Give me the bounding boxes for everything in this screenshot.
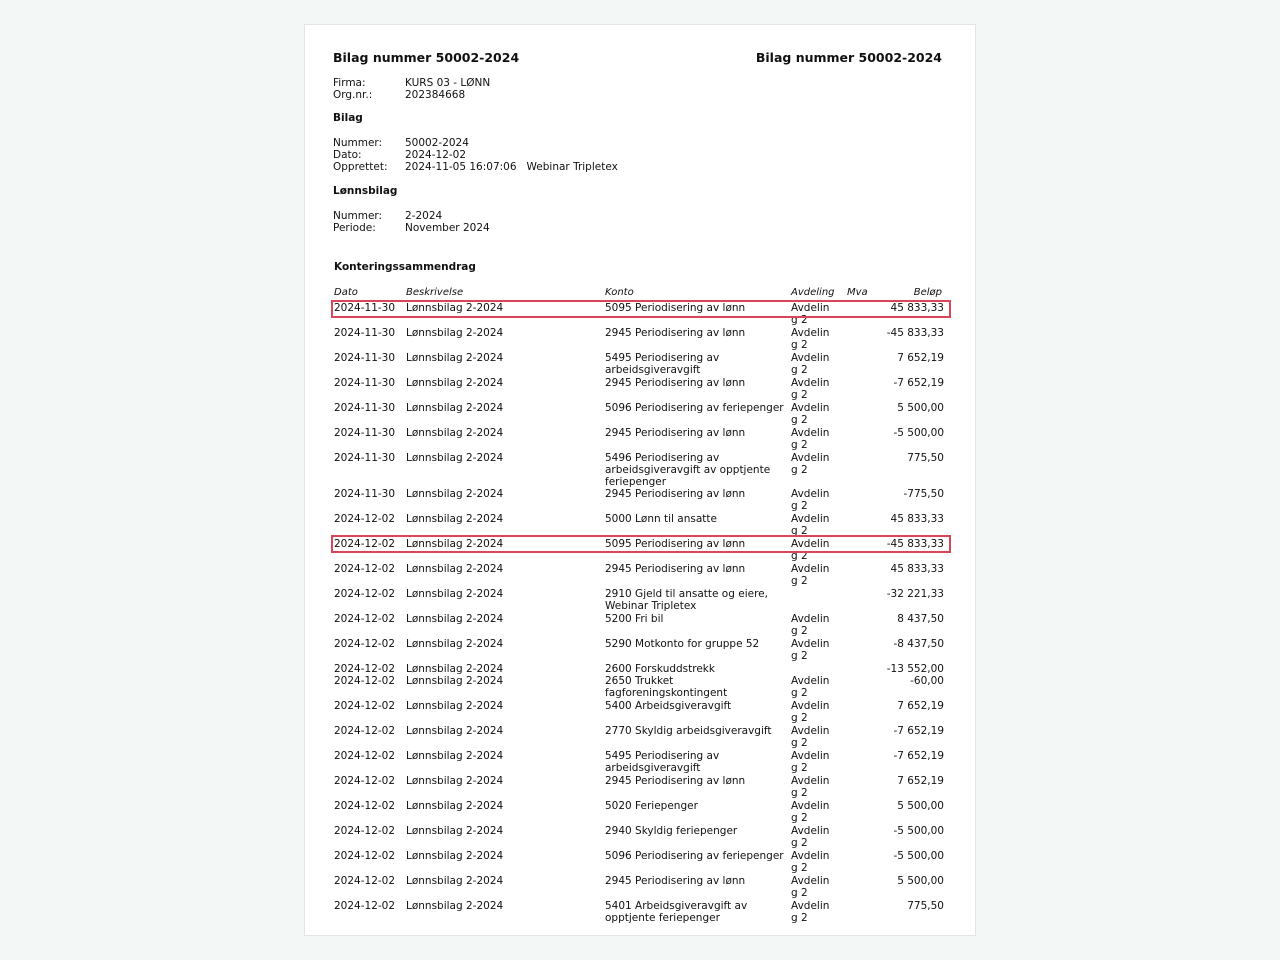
lonnsbilag-period-label: Periode: [333, 222, 376, 234]
cell-date: 2024-12-02 [334, 825, 396, 837]
highlight-box [331, 535, 951, 553]
column-header-date: Dato [334, 287, 358, 298]
cell-description: Lønnsbilag 2-2024 [406, 725, 504, 737]
cell-amount: -60,00 [910, 675, 944, 687]
cell-account: 5400 Arbeidsgiveravgift [605, 700, 732, 712]
cell-department: Avdeling 2 [791, 900, 830, 924]
cell-description: Lønnsbilag 2-2024 [406, 663, 504, 675]
cell-account: 5095 Periodisering av lønn [605, 302, 746, 314]
cell-department: Avdeling 2 [791, 538, 830, 562]
company-value: KURS 03 - LØNN [405, 77, 491, 89]
column-header-account: Konto [605, 287, 634, 298]
cell-department: Avdeling 2 [791, 638, 830, 662]
cell-description: Lønnsbilag 2-2024 [406, 427, 504, 439]
cell-amount: 7 652,19 [897, 352, 944, 364]
cell-date: 2024-12-02 [334, 800, 396, 812]
bilag-created-value: 2024-11-05 16:07:06 Webinar Tripletex [405, 161, 618, 173]
cell-date: 2024-12-02 [334, 638, 396, 650]
cell-department: Avdeling 2 [791, 700, 830, 724]
company-label: Firma: [333, 77, 366, 89]
voucher-title-left: Bilag nummer 50002-2024 [333, 50, 520, 65]
cell-description: Lønnsbilag 2-2024 [406, 513, 504, 525]
cell-account: 2945 Periodisering av lønn [605, 327, 746, 339]
cell-description: Lønnsbilag 2-2024 [406, 402, 504, 414]
cell-amount: 8 437,50 [897, 613, 944, 625]
cell-department: Avdeling 2 [791, 850, 830, 874]
bilag-number-value: 50002-2024 [405, 137, 469, 149]
cell-amount: 7 652,19 [897, 775, 944, 787]
lonnsbilag-heading: Lønnsbilag [333, 185, 398, 197]
cell-department: Avdeling 2 [791, 750, 830, 774]
cell-account: 5290 Motkonto for gruppe 52 [605, 638, 760, 650]
cell-amount: -5 500,00 [893, 850, 944, 862]
cell-description: Lønnsbilag 2-2024 [406, 488, 504, 500]
cell-amount: -7 652,19 [893, 377, 944, 389]
cell-description: Lønnsbilag 2-2024 [406, 302, 504, 314]
cell-description: Lønnsbilag 2-2024 [406, 613, 504, 625]
cell-department: Avdeling 2 [791, 352, 830, 376]
cell-account: 2945 Periodisering av lønn [605, 775, 746, 787]
cell-amount: -7 652,19 [893, 750, 944, 762]
cell-amount: 45 833,33 [890, 513, 944, 525]
cell-account: 5496 Periodisering av arbeidsgiveravgift av opptjente feriepenger [605, 452, 771, 488]
cell-amount: -13 552,00 [886, 663, 944, 675]
cell-department: Avdeling 2 [791, 488, 830, 512]
cell-account: 2945 Periodisering av lønn [605, 563, 746, 575]
cell-account: 2600 Forskuddstrekk [605, 663, 715, 675]
cell-description: Lønnsbilag 2-2024 [406, 638, 504, 650]
cell-department: Avdeling 2 [791, 513, 830, 537]
lonnsbilag-number-label: Nummer: [333, 210, 383, 222]
orgnr-label: Org.nr.: [333, 89, 373, 101]
cell-description: Lønnsbilag 2-2024 [406, 675, 504, 687]
cell-amount: 45 833,33 [890, 563, 944, 575]
cell-date: 2024-12-02 [334, 900, 396, 912]
cell-amount: -5 500,00 [893, 427, 944, 439]
cell-date: 2024-12-02 [334, 700, 396, 712]
cell-amount: -775,50 [903, 488, 944, 500]
cell-department: Avdeling 2 [791, 302, 830, 326]
cell-description: Lønnsbilag 2-2024 [406, 850, 504, 862]
cell-date: 2024-12-02 [334, 725, 396, 737]
cell-description: Lønnsbilag 2-2024 [406, 875, 504, 887]
cell-description: Lønnsbilag 2-2024 [406, 700, 504, 712]
cell-amount: -45 833,33 [886, 327, 944, 339]
cell-department: Avdeling 2 [791, 613, 830, 637]
cell-amount: 775,50 [907, 900, 944, 912]
cell-account: 2770 Skyldig arbeidsgiveravgift [605, 725, 772, 737]
cell-account: 5401 Arbeidsgiveravgift av opptjente feriepenger [605, 900, 748, 924]
bilag-created-label: Opprettet: [333, 161, 388, 173]
cell-date: 2024-11-30 [334, 327, 396, 339]
cell-date: 2024-11-30 [334, 488, 396, 500]
cell-date: 2024-12-02 [334, 775, 396, 787]
cell-department: Avdeling 2 [791, 327, 830, 351]
column-header-amount: Beløp [913, 287, 942, 298]
cell-account: 2945 Periodisering av lønn [605, 427, 746, 439]
cell-description: Lønnsbilag 2-2024 [406, 452, 504, 464]
cell-account: 2945 Periodisering av lønn [605, 488, 746, 500]
lonnsbilag-period-value: November 2024 [405, 222, 490, 234]
cell-account: 2945 Periodisering av lønn [605, 875, 746, 887]
cell-description: Lønnsbilag 2-2024 [406, 563, 504, 575]
cell-account: 5096 Periodisering av feriepenger [605, 402, 784, 414]
cell-amount: 45 833,33 [890, 302, 944, 314]
cell-amount: -45 833,33 [886, 538, 944, 550]
cell-department: Avdeling 2 [791, 775, 830, 799]
orgnr-value: 202384668 [405, 89, 466, 101]
cell-department: Avdeling 2 [791, 452, 830, 476]
column-header-vat: Mva [847, 287, 868, 298]
cell-department: Avdeling 2 [791, 377, 830, 401]
cell-description: Lønnsbilag 2-2024 [406, 800, 504, 812]
cell-amount: 7 652,19 [897, 700, 944, 712]
cell-date: 2024-11-30 [334, 452, 396, 464]
cell-description: Lønnsbilag 2-2024 [406, 377, 504, 389]
cell-date: 2024-12-02 [334, 563, 396, 575]
cell-account: 5000 Lønn til ansatte [605, 513, 717, 525]
cell-amount: 775,50 [907, 452, 944, 464]
cell-date: 2024-12-02 [334, 850, 396, 862]
cell-account: 2650 Trukket fagforeningskontingent [605, 675, 728, 699]
cell-amount: -5 500,00 [893, 825, 944, 837]
cell-account: 5495 Periodisering av arbeidsgiveravgift [605, 750, 720, 774]
cell-account: 2910 Gjeld til ansatte og eiere, Webinar Tripletex [605, 588, 768, 612]
cell-description: Lønnsbilag 2-2024 [406, 538, 504, 550]
cell-account: 2945 Periodisering av lønn [605, 377, 746, 389]
cell-date: 2024-11-30 [334, 402, 396, 414]
cell-date: 2024-12-02 [334, 675, 396, 687]
cell-date: 2024-12-02 [334, 588, 396, 600]
cell-department: Avdeling 2 [791, 875, 830, 899]
cell-date: 2024-12-02 [334, 750, 396, 762]
cell-department: Avdeling 2 [791, 402, 830, 426]
cell-account: 5020 Feriepenger [605, 800, 698, 812]
cell-date: 2024-11-30 [334, 427, 396, 439]
cell-department: Avdeling 2 [791, 825, 830, 849]
cell-department: Avdeling 2 [791, 427, 830, 451]
cell-description: Lønnsbilag 2-2024 [406, 352, 504, 364]
cell-date: 2024-11-30 [334, 352, 396, 364]
cell-department: Avdeling 2 [791, 725, 830, 749]
bilag-heading: Bilag [333, 112, 363, 124]
cell-amount: -7 652,19 [893, 725, 944, 737]
column-header-description: Beskrivelse [406, 287, 464, 298]
cell-department: Avdeling 2 [791, 675, 830, 699]
cell-amount: -32 221,33 [886, 588, 944, 600]
cell-description: Lønnsbilag 2-2024 [406, 750, 504, 762]
cell-account: 2940 Skyldig feriepenger [605, 825, 738, 837]
cell-date: 2024-12-02 [334, 513, 396, 525]
cell-date: 2024-12-02 [334, 663, 396, 675]
cell-date: 2024-11-30 [334, 377, 396, 389]
cell-description: Lønnsbilag 2-2024 [406, 900, 504, 912]
voucher-title-right: Bilag nummer 50002-2024 [755, 50, 942, 65]
cell-amount: 5 500,00 [897, 800, 944, 812]
posting-summary-title: Konteringssammendrag [334, 261, 476, 273]
cell-date: 2024-12-02 [334, 613, 396, 625]
cell-amount: 5 500,00 [897, 875, 944, 887]
cell-date: 2024-12-02 [334, 875, 396, 887]
lonnsbilag-number-value: 2-2024 [405, 210, 443, 222]
cell-description: Lønnsbilag 2-2024 [406, 327, 504, 339]
cell-amount: 5 500,00 [897, 402, 944, 414]
cell-account: 5096 Periodisering av feriepenger [605, 850, 784, 862]
cell-account: 5095 Periodisering av lønn [605, 538, 746, 550]
bilag-date-label: Dato: [333, 149, 362, 161]
cell-department: Avdeling 2 [791, 800, 830, 824]
cell-date: 2024-12-02 [334, 538, 396, 550]
cell-date: 2024-11-30 [334, 302, 396, 314]
column-header-department: Avdeling [791, 287, 835, 298]
bilag-number-label: Nummer: [333, 137, 383, 149]
cell-description: Lønnsbilag 2-2024 [406, 775, 504, 787]
cell-amount: -8 437,50 [893, 638, 944, 650]
cell-department: Avdeling 2 [791, 563, 830, 587]
cell-account: 5495 Periodisering av arbeidsgiveravgift [605, 352, 720, 376]
cell-account: 5200 Fri bil [605, 613, 664, 625]
cell-description: Lønnsbilag 2-2024 [406, 588, 504, 600]
voucher-page [304, 24, 976, 936]
cell-description: Lønnsbilag 2-2024 [406, 825, 504, 837]
highlight-box [331, 300, 951, 318]
bilag-date-value: 2024-12-02 [405, 149, 467, 161]
